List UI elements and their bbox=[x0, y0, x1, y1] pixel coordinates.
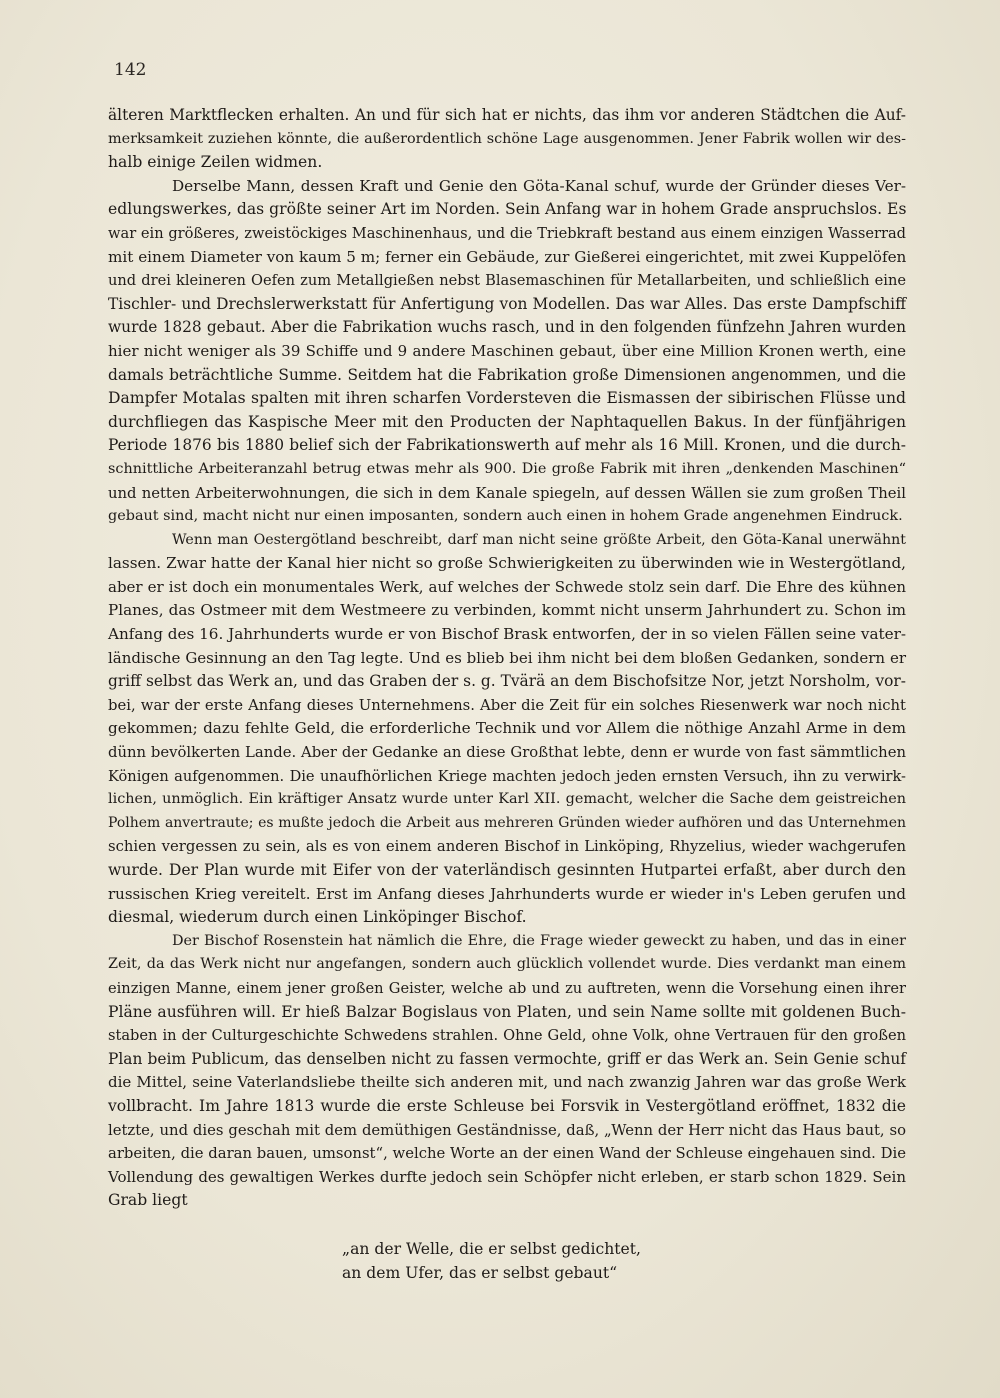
text-line: letzte, und dies geschah mit dem demüthigen Geständnisse, daß, „Wenn der Herr nicht das Haus baut, so bbox=[108, 1121, 906, 1139]
text-line: damals beträchtliche Summe. Seitdem hat die Fabrikation große Dimensionen angenommen, und die bbox=[108, 365, 906, 384]
text-line: gekommen; dazu fehlte Geld, die erforderliche Technik und vor Allem die nöthige Anzahl Arme in dem bbox=[108, 719, 906, 738]
body-text bbox=[108, 104, 906, 1213]
text-line: Anfang des 16. Jahrhunderts wurde er von Bischof Brask entworfen, der in so vielen Fällen seine vater- bbox=[108, 625, 906, 644]
text-line: vollbracht. Im Jahre 1813 wurde die erste Schleuse bei Forsvik in Vestergötland eröffnet, 1832 die bbox=[108, 1096, 906, 1115]
text-line: Dampfer Motalas spalten mit ihren scharfen Vordersteven die Eismassen der sibirischen Flüsse und bbox=[108, 389, 906, 408]
text-line: Zeit, da das Werk nicht nur angefangen, sondern auch glücklich vollendet wurde. Dies verdankt man einem bbox=[108, 956, 906, 973]
text-line: älteren Marktflecken erhalten. An und für sich hat er nichts, das ihm vor anderen Städtchen die Auf- bbox=[108, 106, 906, 124]
text-line: war ein größeres, zweistöckiges Maschinenhaus, und die Triebkraft bestand aus einem einzigen Wasserrad bbox=[108, 224, 906, 242]
text-line: Wenn man Oestergötland beschreibt, darf man nicht seine größte Arbeit, den Göta-Kanal unerwähnt bbox=[172, 531, 906, 548]
text-line: einzigen Manne, einem jener großen Geister, welche ab und zu auftreten, wenn die Vorsehung einen ihrer bbox=[108, 979, 906, 997]
text-line: Vollendung des gewaltigen Werkes durfte jedoch sein Schöpfer nicht erleben, er starb schon 1829. Sein bbox=[108, 1167, 906, 1186]
text-line: durchfliegen das Kaspische Meer mit den Producten der Naphtaquellen Bakus. In der fünfjährigen bbox=[108, 412, 906, 431]
text-line: und netten Arbeiterwohnungen, die sich in dem Kanale spiegeln, auf dessen Wällen sie zum großen Theil bbox=[108, 484, 906, 502]
text-line: Königen aufgenommen. Die unaufhörlichen Kriege machten jedoch jeden ernsten Versuch, ihn zu verwirk- bbox=[108, 767, 906, 785]
text-line: Der Bischof Rosenstein hat nämlich die Ehre, die Frage wieder geweckt zu haben, und das in einer bbox=[172, 932, 906, 949]
text-line: mit einem Diameter von kaum 5 m; ferner ein Gebäude, zur Gießerei eingerichtet, mit zwei Kuppelöfen bbox=[108, 247, 907, 266]
text-line: Plan beim Publicum, das denselben nicht zu fassen vermochte, griff er das Werk an. Sein Genie schuf bbox=[108, 1049, 906, 1068]
text-line: Pläne ausführen will. Er hieß Balzar Bogislaus von Platen, und sein Name sollte mit goldenen Buch- bbox=[108, 1002, 906, 1021]
text-line: halb einige Zeilen widmen. bbox=[108, 153, 323, 172]
text-line: und drei kleineren Oefen zum Metallgießen nebst Blasemaschinen für Metallarbeiten, und schließlich eine bbox=[108, 272, 906, 290]
text-line: staben in der Culturgeschichte Schwedens strahlen. Ohne Geld, ohne Volk, ohne Vertrauen für den großen bbox=[108, 1027, 906, 1045]
text-line: dünn bevölkerten Lande. Aber der Gedanke an diese Großthat lebte, denn er wurde von fast sämmtlichen bbox=[108, 744, 906, 762]
text-line: diesmal, wiederum durch einen Linköpinger Bischof. bbox=[108, 908, 527, 927]
text-line: wurde 1828 gebaut. Aber die Fabrikation wuchs rasch, und in den folgenden fünfzehn Jahren wurden bbox=[108, 318, 906, 337]
text-line: lassen. Zwar hatte der Kanal hier nicht so große Schwierigkeiten zu überwinden wie in Westergötland, bbox=[108, 554, 906, 573]
verse-quote bbox=[342, 1238, 641, 1285]
text-line: Planes, das Ostmeer mit dem Westmeere zu verbinden, kommt nicht unserm Jahrhundert zu. Schon im bbox=[108, 601, 906, 620]
verse-line-2: an dem Ufer, das er selbst gebaut“ bbox=[342, 1263, 618, 1282]
text-line: Derselbe Mann, dessen Kraft und Genie den Göta-Kanal schuf, wurde der Gründer dieses Ver- bbox=[172, 176, 906, 195]
text-line: lichen, unmöglich. Ein kräftiger Ansatz wurde unter Karl XII. gemacht, welcher die Sache dem geistreichen bbox=[108, 791, 906, 808]
text-line: wurde. Der Plan wurde mit Eifer von der vaterländisch gesinnten Hutpartei erfaßt, aber durch den bbox=[108, 861, 906, 879]
text-line: gebaut sind, macht nicht nur einen imposanten, sondern auch einen in hohem Grade angenehmen Eindruck. bbox=[108, 508, 903, 525]
text-line: Grab liegt bbox=[108, 1191, 188, 1210]
text-line: aber er ist doch ein monumentales Werk, auf welches der Schwede stolz sein darf. Die Ehre des kühnen bbox=[108, 577, 906, 596]
text-line: merksamkeit zuziehen könnte, die außerordentlich schöne Lage ausgenommen. Jener Fabrik wollen wir des- bbox=[108, 130, 906, 147]
verse-line-1: „an der Welle, die er selbst gedichtet, bbox=[342, 1240, 641, 1258]
text-line: russischen Krieg vereitelt. Erst im Anfang dieses Jahrhunderts wurde er wieder in's Leben gerufen und bbox=[108, 884, 906, 903]
text-line: edlungswerkes, das größte seiner Art im Norden. Sein Anfang war in hohem Grade anspruchslos. Es bbox=[108, 200, 907, 219]
text-line: Tischler- und Drechslerwerkstatt für Anfertigung von Modellen. Das war Alles. Das erste Dampfschiff bbox=[108, 294, 906, 313]
text-line: ländische Gesinnung an den Tag legte. Und es blieb bei ihm nicht bei dem bloßen Gedanken, sondern er bbox=[108, 648, 906, 667]
text-line: arbeiten, die daran bauen, umsonst“, welche Worte an der einen Wand der Schleuse eingehauen sind. Die bbox=[108, 1145, 906, 1163]
text-line: Polhem anvertraute; es mußte jedoch die Arbeit aus mehreren Gründen wieder aufhören und das Unternehmen bbox=[108, 814, 906, 831]
text-line: schien vergessen zu sein, als es von einem anderen Bischof in Linköping, Rhyzelius, wieder wachgerufen bbox=[108, 838, 906, 856]
text-line: bei, war der erste Anfang dieses Unternehmens. Aber die Zeit für ein solches Riesenwerk war noch nicht bbox=[108, 696, 906, 714]
text-line: Periode 1876 bis 1880 belief sich der Fabrikationswerth auf mehr als 16 Mill. Kronen, und die durch- bbox=[108, 436, 906, 455]
text-line: die Mittel, seine Vaterlandsliebe theilte sich anderen mit, und nach zwanzig Jahren war das große Werk bbox=[108, 1073, 906, 1092]
text-line: hier nicht weniger als 39 Schiffe und 9 andere Maschinen gebaut, über eine Million Kronen werth, eine bbox=[108, 341, 906, 360]
text-line: griff selbst das Werk an, und das Graben der s. g. Tvärä an dem Bischofsitze Nor, jetzt Norsholm, vor- bbox=[108, 672, 906, 691]
page-number: 142 bbox=[114, 60, 147, 80]
text-line: schnittliche Arbeiteranzahl betrug etwas mehr als 900. Die große Fabrik mit ihren „denkenden Maschinen“ bbox=[108, 460, 906, 477]
